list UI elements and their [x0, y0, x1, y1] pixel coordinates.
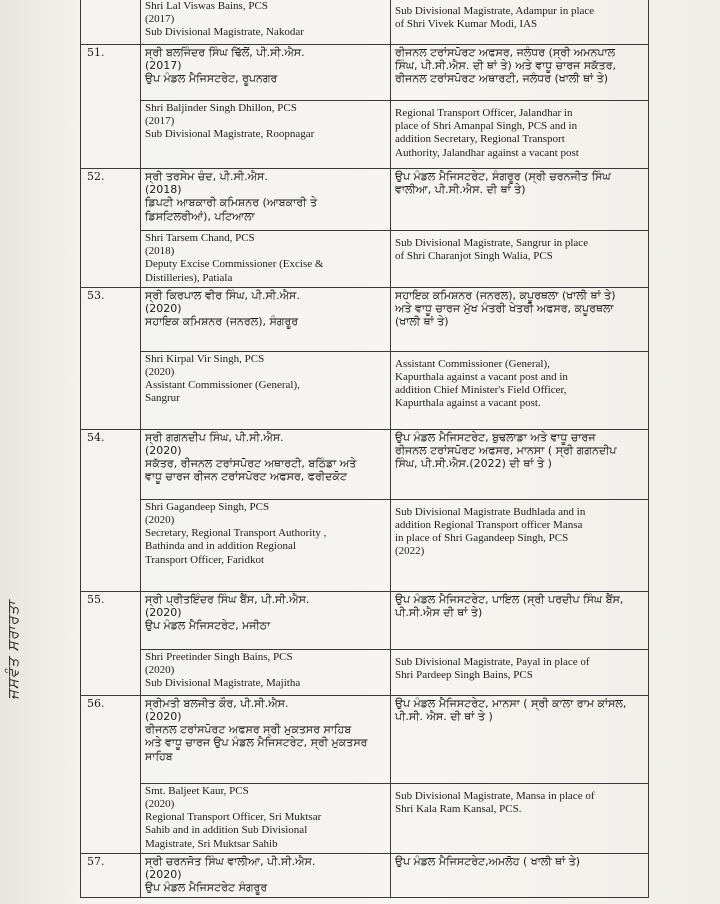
- posting-table: [80, 0, 649, 898]
- text-line: Sub Divisional Magistrate, Payal in place of: [395, 655, 590, 668]
- text-line: ਸਿੰਘ, ਪੀ.ਸੀ.ਐਸ. ਦੀ ਥਾਂ ਤੇ) ਅਤੇ ਵਾਧੂ ਚਾਰਜ ਸਕੱਤਰ,: [395, 59, 617, 73]
- text-line: Shri Lal Viswas Bains, PCS: [145, 0, 268, 12]
- text-line: ਸ੍ਰੀ ਗਗਨਦੀਪ ਸਿੰਘ, ਪੀ.ਸੀ.ਐਸ.: [145, 430, 284, 444]
- text-line: (2020): [145, 444, 182, 458]
- text-line: Shri Pardeep Singh Bains, PCS: [395, 669, 533, 682]
- officer-cell-english: [141, 499, 391, 591]
- text-line: (2018): [145, 183, 182, 197]
- table-row-top: [81, 0, 649, 45]
- text-line: Kapurthala against a vacant post.: [395, 397, 541, 410]
- text-line: Sub Divisional Magistrate, Sangrur in place: [395, 237, 589, 249]
- text-line: Sub Divisional Magistrate, Mansa in place of: [395, 789, 595, 802]
- text-line: Assistant Commissioner (General),: [395, 357, 550, 370]
- text-line: ਸਹਾਇਕ ਕਮਿਸ਼ਨਰ (ਜਨਰਲ), ਸੰਗਰੂਰ: [145, 315, 299, 329]
- text-line: ਰੀਜਨਲ ਟਰਾਂਸਪੋਰਟ ਅਫਸਰ ਸ੍ਰੀ ਮੁਕਤਸਰ ਸਾਹਿਬ: [145, 723, 352, 737]
- text-line: ਡਿਪਟੀ ਆਬਕਾਰੀ ਕਮਿਸ਼ਨਰ (ਆਬਕਾਰੀ ਤੇ: [145, 196, 317, 210]
- posting-cell-punjabi: [391, 591, 649, 649]
- officer-cell-english: [141, 231, 391, 288]
- text-line: (2020): [145, 366, 175, 379]
- text-line: ਡਿਸਟਿਲਰੀਆਂ), ਪਟਿਆਲਾ: [145, 209, 255, 223]
- posting-cell-english: [391, 351, 649, 429]
- text-line: (2020): [145, 868, 182, 882]
- posting-cell-punjabi: [391, 695, 649, 783]
- table-row: [81, 853, 649, 897]
- table-row: [81, 783, 649, 853]
- text-line: Sangrur: [145, 392, 180, 405]
- posting-cell-punjabi: [391, 429, 649, 499]
- text-line: ਵਾਲੀਆ, ਪੀ.ਸੀ.ਐਸ. ਦੀ ਥਾਂ ਤੇ): [395, 183, 526, 197]
- text-line: addition Chief Minister's Field Officer,: [395, 384, 567, 397]
- posting-cell-english: [391, 783, 649, 853]
- text-line: ਉਪ ਮੰਡਲ ਮੈਜਿਸਟਰੇਟ, ਬੁਢਲਾਡਾ ਅਤੇ ਵਾਧੂ ਚਾਰਜ: [395, 430, 596, 444]
- text-line: ਵਾਧੂ ਚਾਰਜ ਰੀਜਨ ਟਰਾਂਸਪੋਰਟ ਅਫਸਰ, ਫਰੀਦਕੋਟ: [145, 470, 347, 484]
- text-line: (ਖਾਲੀ ਥਾਂ ਤੇ): [395, 315, 449, 329]
- text-line: of Shri Vivek Kumar Modi, IAS: [395, 18, 538, 31]
- text-line: (2020): [145, 664, 175, 677]
- text-line: ਰੀਜਨਲ ਟਰਾਂਸਪੋਰਟ ਅਫਸਰ, ਜਲੰਧਰ (ਸ੍ਰੀ ਅਮਨਪਾਲ: [395, 46, 616, 59]
- text-line: Shri Gagandeep Singh, PCS: [145, 500, 270, 513]
- row-number: 53.: [81, 287, 141, 429]
- table-row: [81, 649, 649, 695]
- text-line: (2020): [145, 514, 175, 527]
- text-line: ਉਪ ਮੰਡਲ ਮੈਜਿਸਟਰੇਟ ਸੰਗਰੂਰ: [145, 881, 268, 895]
- text-line: Bathinda and in addition Regional: [145, 540, 296, 553]
- row-number: 52.: [81, 169, 141, 288]
- table-row: [81, 499, 649, 591]
- officer-cell-punjabi: [141, 169, 391, 231]
- text-line: ਉਪ ਮੰਡਲ ਮੈਜਿਸਟਰੇਟ, ਪਾਇਲ (ਸ੍ਰੀ ਪਰਦੀਪ ਸਿੰਘ ਬੈਂਸ,: [395, 592, 624, 606]
- text-line: place of Shri Amanpal Singh, PCS and in: [395, 120, 578, 133]
- text-line: ਉਪ ਮੰਡਲ ਮੈਜਿਸਟਰੇਟ,ਅਮਲੋਹ ( ਖਾਲੀ ਥਾਂ ਤੇ): [395, 854, 581, 868]
- table-row: [81, 101, 649, 169]
- posting-cell-top: [391, 0, 649, 45]
- text-line: in place of Shri Gagandeep Singh, PCS: [395, 532, 569, 545]
- text-line: Transport Officer, Faridkot: [145, 553, 265, 566]
- text-line: Sahib and in addition Sub Divisional: [145, 824, 308, 837]
- text-line: ਅਤੇ ਵਾਧੂ ਚਾਰਜ ਉਪ ਮੰਡਲ ਮੈਜਿਸਟਰੇਟ, ਸ੍ਰੀ ਮੁਕਤਸਰ: [145, 736, 368, 750]
- text-line: (2017): [145, 115, 175, 128]
- row-number: 57.: [81, 853, 141, 897]
- table-row: [81, 351, 649, 429]
- text-line: ਉਪ ਮੰਡਲ ਮੈਜਿਸਟਰੇਟ, ਮਾਨਸਾ ( ਸ੍ਰੀ ਕਾਲਾ ਰਾਮ ਕਾਂਸਲ,: [395, 696, 627, 710]
- table-row: [81, 45, 649, 101]
- officer-cell-punjabi: [141, 695, 391, 783]
- officer-cell-punjabi: [141, 45, 391, 101]
- posting-cell-english: [391, 649, 649, 695]
- officer-cell-punjabi: [141, 429, 391, 499]
- officer-cell-english: [141, 649, 391, 695]
- text-line: (2020): [145, 710, 182, 724]
- text-line: Shri Kala Ram Kansal, PCS.: [395, 803, 522, 816]
- text-line: ਸ੍ਰੀ ਤਰਸੇਮ ਚੰਦ, ਪੀ.ਸੀ.ਐਸ.: [145, 170, 268, 183]
- posting-cell-punjabi: [391, 287, 649, 351]
- text-line: addition Regional Transport officer Mansa: [395, 519, 583, 532]
- officer-cell-punjabi: [141, 591, 391, 649]
- text-line: Smt. Baljeet Kaur, PCS: [145, 784, 249, 797]
- text-line: Shri Kirpal Vir Singh, PCS: [145, 352, 265, 365]
- text-line: ਪੀ.ਸੀ. ਐਸ. ਦੀ ਥਾਂ ਤੇ ): [395, 710, 493, 724]
- text-line: of Shri Charanjot Singh Walia, PCS: [395, 250, 553, 263]
- side-signature: ਜਸਵੰਤ ਸਰਾਰਤਾ: [4, 600, 22, 700]
- text-line: Shri Tarsem Chand, PCS: [145, 232, 255, 244]
- text-line: ਸਿੰਘ, ਪੀ.ਸੀ.ਐਸ.(2022) ਦੀ ਥਾਂ ਤੇ ): [395, 457, 552, 471]
- text-line: Sub Divisional Magistrate, Adampur in place: [395, 5, 595, 17]
- posting-cell-punjabi: [391, 169, 649, 231]
- text-line: ਅਤੇ ਵਾਧੂ ਚਾਰਜ ਮੁੱਖ ਮੰਤਰੀ ਖੇਤਰੀ ਅਫਸਰ, ਕਪੂਰਥਲਾ: [395, 302, 614, 316]
- text-line: ਰੀਜਨਲ ਟਰਾਂਸਪੋਰਟ ਅਥਾਰਟੀ, ਜਲੰਧਰ (ਖਾਲੀ ਥਾਂ ਤੇ): [395, 72, 609, 86]
- row-number: 51.: [81, 45, 141, 169]
- text-line: (2022): [395, 545, 425, 558]
- row-number-cell: [81, 0, 141, 45]
- text-line: ਰੀਜਨਲ ਟਰਾਂਸਪੋਰਟ ਅਫਸਰ, ਮਾਨਸਾ ( ਸ੍ਰੀ ਗਗਨਦੀਪ: [395, 444, 617, 458]
- text-line: ਸ੍ਰੀ ਕਿਰਪਾਲ ਵੀਰ ਸਿੰਘ, ਪੀ.ਸੀ.ਐਸ.: [145, 288, 300, 302]
- text-line: Shri Baljinder Singh Dhillon, PCS: [145, 102, 297, 114]
- text-line: (2020): [145, 798, 175, 811]
- text-line: ਸਹਾਇਕ ਕਮਿਸ਼ਨਰ (ਜਨਰਲ), ਕਪੂਰਥਲਾ (ਖਾਲੀ ਥਾਂ ਤੇ): [395, 288, 616, 302]
- text-line: (2020): [145, 302, 182, 316]
- posting-cell-english: [391, 231, 649, 288]
- text-line: (2017): [145, 13, 175, 26]
- table-row: [81, 287, 649, 351]
- table-row: [81, 169, 649, 231]
- text-line: Regional Transport Officer, Sri Muktsar: [145, 811, 322, 824]
- text-line: Assistant Commissioner (General),: [145, 379, 300, 392]
- text-line: ਸ੍ਰੀ ਪ੍ਰੀਤਇੰਦਰ ਸਿੰਘ ਬੈਂਸ, ਪੀ.ਸੀ.ਐਸ.: [145, 592, 310, 606]
- text-line: ਸਕੱਤਰ, ਰੀਜਨਲ ਟਰਾਂਸਪੋਰਟ ਅਥਾਰਟੀ, ਬਠਿੰਡਾ ਅਤੇ: [145, 457, 357, 471]
- officer-cell-english: [141, 783, 391, 853]
- text-line: Shri Preetinder Singh Bains, PCS: [145, 650, 293, 663]
- text-line: Sub Divisional Magistrate Budhlada and in: [395, 505, 586, 518]
- table-row: [81, 231, 649, 288]
- posting-cell-punjabi: [391, 853, 649, 897]
- text-line: Sub Divisional Magistrate, Nakodar: [145, 26, 304, 39]
- row-number: 55.: [81, 591, 141, 695]
- text-line: Distilleries), Patiala: [145, 271, 233, 284]
- text-line: Deputy Excise Commissioner (Excise &: [145, 258, 324, 271]
- text-line: ਉਪ ਮੰਡਲ ਮੈਜਿਸਟਰੇਟ, ਰੂਪਨਗਰ: [145, 72, 278, 86]
- text-line: ਉਪ ਮੰਡਲ ਮੈਜਿਸਟਰੇਟ, ਮਜੀਠਾ: [145, 619, 271, 633]
- officer-cell-punjabi: [141, 853, 391, 897]
- text-line: addition Secretary, Regional Transport: [395, 133, 565, 146]
- row-number: 54.: [81, 429, 141, 591]
- text-line: ਸ੍ਰੀ ਬਲਜਿੰਦਰ ਸਿੰਘ ਢਿੱਲੋਂ, ਪੀ.ਸੀ.ਐਸ.: [145, 46, 305, 59]
- text-line: Authority, Jalandhar against a vacant post: [395, 146, 579, 159]
- posting-cell-english: [391, 101, 649, 169]
- text-line: ਪੀ.ਸੀ.ਐਸ ਦੀ ਥਾਂ ਤੇ): [395, 606, 483, 620]
- text-line: (2018): [145, 245, 175, 258]
- officer-cell-punjabi: [141, 287, 391, 351]
- table-row: [81, 695, 649, 783]
- text-line: Magistrate, Sri Muktsar Sahib: [145, 837, 278, 850]
- officer-cell-top: [141, 0, 391, 45]
- text-line: Regional Transport Officer, Jalandhar in: [395, 107, 573, 119]
- posting-cell-punjabi: [391, 45, 649, 101]
- text-line: (2020): [145, 606, 182, 620]
- text-line: Sub Divisional Magistrate, Majitha: [145, 677, 301, 690]
- text-line: Sub Divisional Magistrate, Roopnagar: [145, 128, 315, 141]
- text-line: ਸ੍ਰੀਮਤੀ ਬਲਜੀਤ ਕੌਰ, ਪੀ.ਸੀ.ਐਸ.: [145, 696, 289, 710]
- text-line: Secretary, Regional Transport Authority ,: [145, 527, 327, 540]
- text-line: (2017): [145, 59, 182, 73]
- text-line: ਉਪ ਮੰਡਲ ਮੈਜਿਸਟਰੇਟ, ਸੰਗਰੂਰ (ਸ੍ਰੀ ਚਰਨਜੀਤ ਸਿੰਘ: [395, 170, 611, 183]
- text-line: ਸ੍ਰੀ ਚਰਨਜੋਤ ਸਿੰਘ ਵਾਲੀਆ, ਪੀ.ਸੀ.ਐਸ.: [145, 854, 316, 868]
- table-row: [81, 429, 649, 499]
- table-row: [81, 591, 649, 649]
- row-number: 56.: [81, 695, 141, 853]
- posting-cell-english: [391, 499, 649, 591]
- text-line: ਸਾਹਿਬ: [145, 749, 173, 763]
- officer-cell-english: [141, 101, 391, 169]
- text-line: Kapurthala against a vacant post and in: [395, 371, 568, 384]
- officer-cell-english: [141, 351, 391, 429]
